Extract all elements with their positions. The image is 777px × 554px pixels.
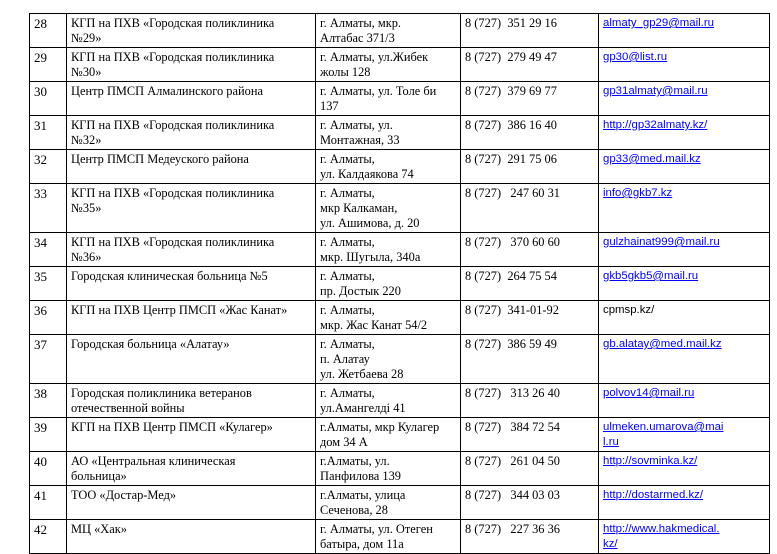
- row-number: 29: [30, 48, 67, 82]
- address-line: г. Алматы,: [320, 386, 375, 400]
- facility-name-line: Центр ПМСП Алмалинского района: [71, 84, 263, 98]
- address-line: 137: [320, 99, 339, 113]
- row-number: 42: [30, 520, 67, 554]
- address-line: Сеченова, 28: [320, 503, 388, 517]
- table-row: [30, 384, 770, 418]
- facility-address: [316, 418, 461, 452]
- facility-name-line: №35»: [71, 201, 102, 215]
- facility-address: [316, 150, 461, 184]
- email-link[interactable]: gp30@list.ru: [603, 51, 668, 63]
- address-line: г.Алматы, мкр Кулагер: [320, 420, 440, 434]
- email-link[interactable]: almaty_gp29@mail.ru: [603, 17, 714, 29]
- email-cell: [599, 384, 770, 418]
- email-link[interactable]: http://gp32almaty.kz/: [603, 119, 708, 131]
- table-row: [30, 267, 770, 301]
- facility-name-line: №29»: [71, 31, 102, 45]
- table-row: [30, 233, 770, 267]
- address-line: г. Алматы,: [320, 303, 375, 317]
- address-line: г. Алматы, ул. Отеген: [320, 522, 433, 536]
- address-line: г. Алматы, мкр.: [320, 16, 402, 30]
- facility-address: [316, 116, 461, 150]
- email-link[interactable]: kz/: [603, 538, 618, 550]
- email-cell: [599, 82, 770, 116]
- address-line: ул. Калдаякова 74: [320, 167, 414, 181]
- email-cell: [599, 150, 770, 184]
- email-cell: [599, 486, 770, 520]
- facility-name-line: Городская поликлиника ветеранов: [71, 386, 252, 400]
- address-line: г. Алматы,: [320, 269, 375, 283]
- facility-name-line: КГП на ПХВ «Городская поликлиника: [71, 16, 275, 30]
- facility-name-line: Центр ПМСП Медеуского района: [71, 152, 249, 166]
- facility-name-line: КГП на ПХВ «Городская поликлиника: [71, 235, 275, 249]
- address-line: г.Алматы, ул.: [320, 454, 390, 468]
- facility-name: [67, 520, 316, 554]
- email-link[interactable]: info@gkb7.kz: [603, 187, 673, 199]
- facility-address: [316, 48, 461, 82]
- facility-name: [67, 267, 316, 301]
- facility-name-line: КГП на ПХВ «Городская поликлиника: [71, 186, 275, 200]
- phone-number: 8 (727) 279 49 47: [461, 48, 599, 82]
- facility-address: [316, 335, 461, 384]
- phone-number: 8 (727) 227 36 36: [461, 520, 599, 554]
- table-row: [30, 452, 770, 486]
- address-line: г.Алматы, улица: [320, 488, 406, 502]
- facility-address: [316, 267, 461, 301]
- facility-name: [67, 48, 316, 82]
- table-body: [30, 14, 770, 554]
- facility-address: [316, 233, 461, 267]
- row-number: 28: [30, 14, 67, 48]
- email-cell: [599, 452, 770, 486]
- facility-name-line: Городская клиническая больница №5: [71, 269, 268, 283]
- address-line: ул.Амангелді 41: [320, 401, 406, 415]
- phone-number: 8 (727) 264 75 54: [461, 267, 599, 301]
- phone-number: 8 (727) 313 26 40: [461, 384, 599, 418]
- table-row: [30, 301, 770, 335]
- address-line: г. Алматы, ул.: [320, 118, 393, 132]
- phone-number: 8 (727) 379 69 77: [461, 82, 599, 116]
- address-line: п. Алатау: [320, 352, 370, 366]
- facility-address: [316, 184, 461, 233]
- facility-name-line: ТОО «Достар-Мед»: [71, 488, 177, 502]
- phone-number: 8 (727) 247 60 31: [461, 184, 599, 233]
- table-row: [30, 418, 770, 452]
- email-cell: [599, 335, 770, 384]
- address-line: г. Алматы,: [320, 337, 375, 351]
- table-row: [30, 14, 770, 48]
- row-number: 36: [30, 301, 67, 335]
- facility-address: [316, 452, 461, 486]
- facility-name-line: №36»: [71, 250, 102, 264]
- row-number: 34: [30, 233, 67, 267]
- facility-name: [67, 150, 316, 184]
- facility-name: [67, 184, 316, 233]
- address-line: г. Алматы,: [320, 152, 375, 166]
- facility-name: [67, 452, 316, 486]
- address-line: г. Алматы, ул.Жибек: [320, 50, 429, 64]
- row-number: 32: [30, 150, 67, 184]
- facility-address: [316, 14, 461, 48]
- facility-address: [316, 82, 461, 116]
- row-number: 30: [30, 82, 67, 116]
- email-link[interactable]: gp31almaty@mail.ru: [603, 85, 708, 97]
- facility-address: [316, 486, 461, 520]
- email-link[interactable]: polvov14@mail.ru: [603, 387, 695, 399]
- phone-number: 8 (727) 344 03 03: [461, 486, 599, 520]
- email-link[interactable]: gulzhainat999@mail.ru: [603, 236, 720, 248]
- address-line: дом 34 А: [320, 435, 368, 449]
- address-line: ул. Ашимова, д. 20: [320, 216, 420, 230]
- facility-name-line: КГП на ПХВ «Городская поликлиника: [71, 50, 275, 64]
- email-link[interactable]: http://sovminka.kz/: [603, 455, 698, 467]
- address-line: пр. Достык 220: [320, 284, 401, 298]
- facility-name: [67, 486, 316, 520]
- address-line: ул. Жетбаева 28: [320, 367, 404, 381]
- facility-name: [67, 418, 316, 452]
- row-number: 35: [30, 267, 67, 301]
- facility-address: [316, 384, 461, 418]
- email-link[interactable]: gp33@med.mail.kz: [603, 153, 701, 165]
- phone-number: 8 (727) 384 72 54: [461, 418, 599, 452]
- address-line: мкр. Жас Канат 54/2: [320, 318, 428, 332]
- facility-address: [316, 301, 461, 335]
- facility-name-line: Городская больница «Алатау»: [71, 337, 230, 351]
- address-line: г. Алматы, ул. Толе би: [320, 84, 437, 98]
- phone-number: 8 (727) 351 29 16: [461, 14, 599, 48]
- email-cell: [599, 116, 770, 150]
- address-line: мкр. Шугыла, 340а: [320, 250, 421, 264]
- website-text: cpmsp.kz/: [603, 304, 655, 316]
- email-cell: [599, 48, 770, 82]
- address-line: жолы 128: [320, 65, 371, 79]
- facility-name: [67, 116, 316, 150]
- row-number: 37: [30, 335, 67, 384]
- email-link[interactable]: gb.alatay@med.mail.kz: [603, 338, 722, 350]
- email-cell: [599, 14, 770, 48]
- facility-name-line: МЦ «Хак»: [71, 522, 127, 536]
- email-cell: [599, 301, 770, 335]
- facility-name: [67, 384, 316, 418]
- clinic-contacts-table: [29, 13, 770, 554]
- row-number: 33: [30, 184, 67, 233]
- address-line: г. Алматы,: [320, 186, 375, 200]
- phone-number: 8 (727) 370 60 60: [461, 233, 599, 267]
- row-number: 40: [30, 452, 67, 486]
- table-row: [30, 335, 770, 384]
- email-cell: [599, 267, 770, 301]
- email-cell: [599, 184, 770, 233]
- facility-name: [67, 301, 316, 335]
- phone-number: 8 (727) 291 75 06: [461, 150, 599, 184]
- facility-name-line: АО «Центральная клиническая: [71, 454, 236, 468]
- address-line: мкр Калкаман,: [320, 201, 398, 215]
- facility-name-line: больница»: [71, 469, 127, 483]
- row-number: 38: [30, 384, 67, 418]
- facility-name-line: КГП на ПХВ «Городская поликлиника: [71, 118, 275, 132]
- phone-number: 8 (727) 341-01-92: [461, 301, 599, 335]
- facility-address: [316, 520, 461, 554]
- email-link[interactable]: http://www.hakmedical.: [603, 523, 720, 535]
- email-link[interactable]: ulmeken.umarova@mai: [603, 421, 724, 433]
- facility-name-line: №32»: [71, 133, 102, 147]
- row-number: 41: [30, 486, 67, 520]
- table-row: [30, 116, 770, 150]
- email-link[interactable]: gkb5gkb5@mail.ru: [603, 270, 699, 282]
- email-link[interactable]: l.ru: [603, 436, 619, 448]
- address-line: Панфилова 139: [320, 469, 401, 483]
- table-row: [30, 48, 770, 82]
- table-row: [30, 184, 770, 233]
- facility-name-line: №30»: [71, 65, 102, 79]
- address-line: г. Алматы,: [320, 235, 375, 249]
- email-cell: [599, 418, 770, 452]
- address-line: батыра, дом 11а: [320, 537, 404, 551]
- phone-number: 8 (727) 386 16 40: [461, 116, 599, 150]
- email-cell: [599, 233, 770, 267]
- facility-name-line: КГП на ПХВ Центр ПМСП «Кулагер»: [71, 420, 273, 434]
- table-row: [30, 486, 770, 520]
- row-number: 31: [30, 116, 67, 150]
- facility-name: [67, 14, 316, 48]
- facility-name: [67, 335, 316, 384]
- phone-number: 8 (727) 386 59 49: [461, 335, 599, 384]
- email-cell: [599, 520, 770, 554]
- email-link[interactable]: http://dostarmed.kz/: [603, 489, 704, 501]
- address-line: Монтажная, 33: [320, 133, 400, 147]
- address-line: Алтабас 371/3: [320, 31, 395, 45]
- row-number: 39: [30, 418, 67, 452]
- facility-name-line: отечественной войны: [71, 401, 185, 415]
- phone-number: 8 (727) 261 04 50: [461, 452, 599, 486]
- table-row: [30, 150, 770, 184]
- facility-name: [67, 82, 316, 116]
- facility-name: [67, 233, 316, 267]
- table-row: [30, 82, 770, 116]
- table-row: [30, 520, 770, 554]
- facility-name-line: КГП на ПХВ Центр ПМСП «Жас Канат»: [71, 303, 288, 317]
